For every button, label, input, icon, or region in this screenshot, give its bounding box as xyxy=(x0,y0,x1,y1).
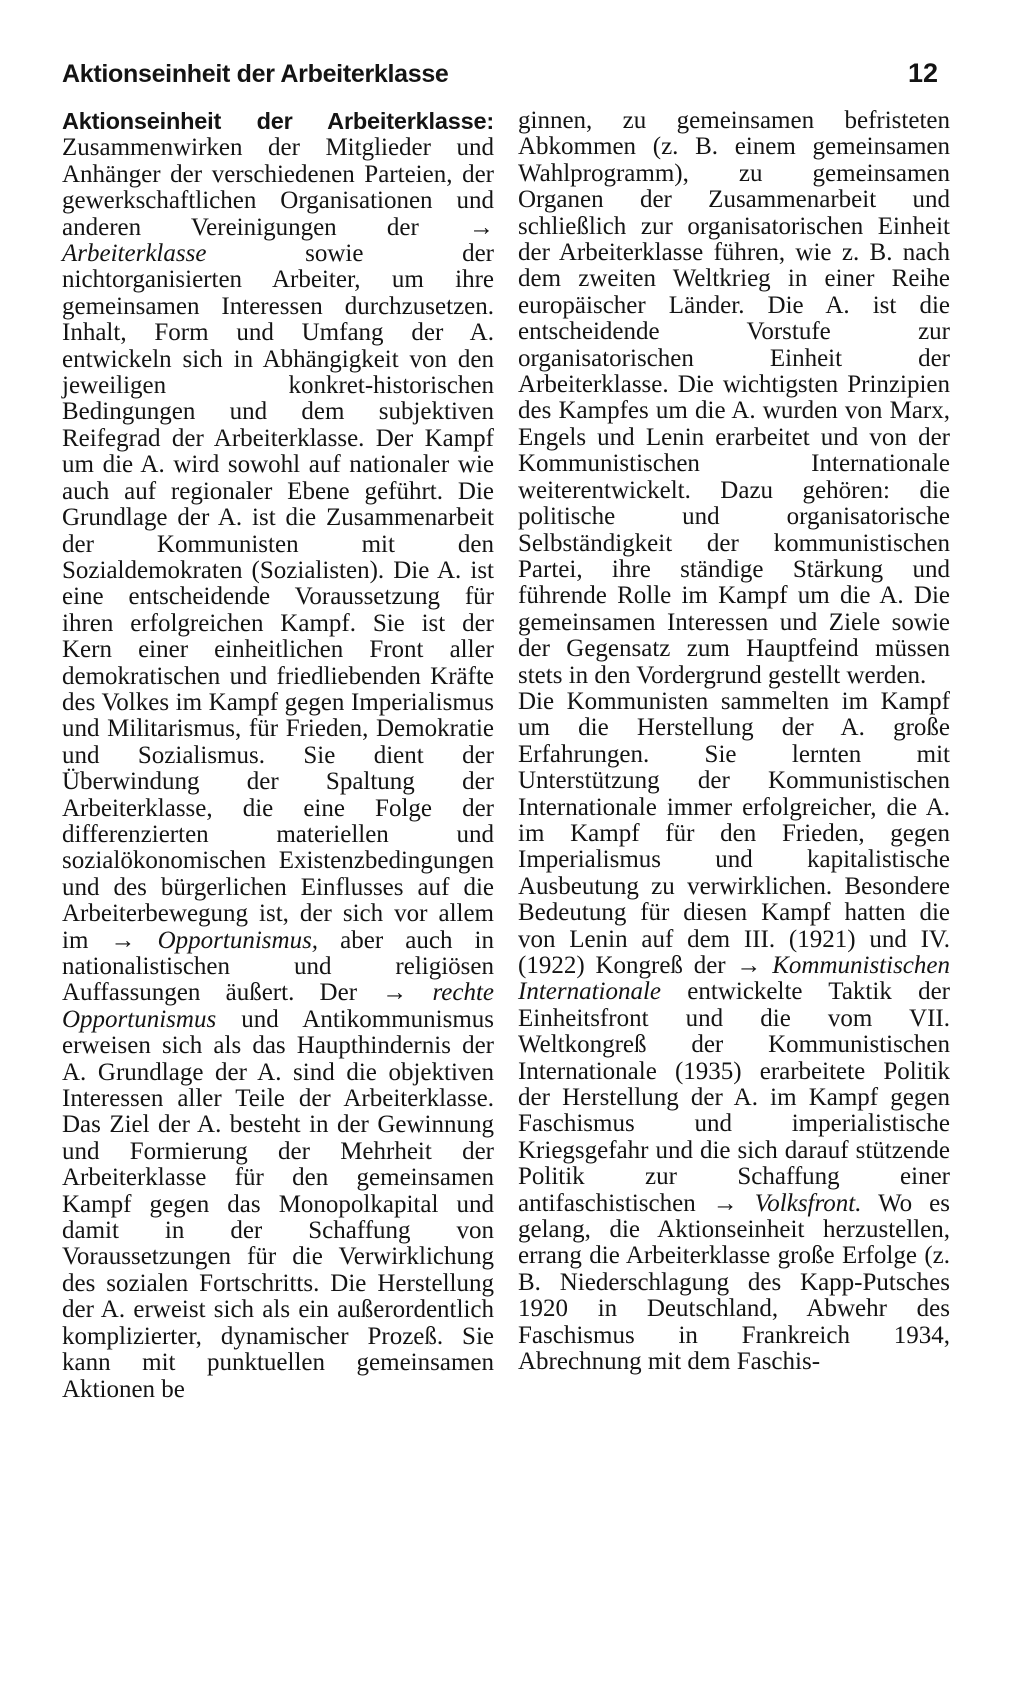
cross-reference-arbeiterklasse: Arbeiterklasse xyxy=(62,240,207,268)
right-column xyxy=(518,108,950,1376)
body-text: aber auch in nationalistischen und religiösen Auffassungen äußert. Der xyxy=(62,926,495,1007)
cross-reference-arrow-icon: → xyxy=(110,926,136,954)
body-text: Wo es gelang, die Aktionseinheit herzustellen, errang die Arbeiterklasse große Erfolge (z. B. Niederschlagung des Kapp-Putsches 1920 in Deutschland, Abwehr des Faschismus in Frankreich 1934, Abrechnung mit dem Faschis- xyxy=(518,1189,951,1376)
page-number: 12 xyxy=(907,58,938,88)
cross-reference-arrow-icon: → xyxy=(382,979,408,1007)
cross-reference-volksfront: Volksfront. xyxy=(754,1189,862,1217)
cross-reference-arrow-icon: → xyxy=(712,1189,738,1217)
entry-paragraph-1-continued: ginnen, zu gemeinsamen befristeten Abkommen (z. B. einem gemeinsamen Wahlprogramm), zu gemeinsamen Organen der Zusammenarbeit und schließlich zur organisatorischen Einheit der Arbeiterklasse führen, wie z. B. nach dem zweiten Weltkrieg in einer Reihe europäischer Länder. Die A. ist die entscheidende Vorstufe zur organisatorischen Einheit der Arbeiterklasse. Die wichtigsten Prinzipien des Kampfes um die A. wurden von Marx, Engels und Lenin erarbeitet und von der Kommunistischen Internationale weiterentwickelt. Dazu gehören: die politische und organisatorische Selbständigkeit der kommunistischen Partei, ihre ständige Stärkung und führende Rolle im Kampf um die A. Die gemeinsamen Interessen und Ziele sowie der Gegensatz zum Hauptfeind müssen stets in den Vordergrund gestellt werden. xyxy=(518,107,950,689)
cross-reference-opportunismus: Opportunismus, xyxy=(157,926,319,954)
cross-reference-rechte-opportunismus: rechte Opportunismus xyxy=(62,979,495,1033)
cross-reference-arrow-icon: → xyxy=(469,213,494,241)
cross-reference-arrow-icon: → xyxy=(736,952,762,979)
running-head-title: Aktionseinheit der Arbeiterklasse xyxy=(62,60,449,88)
body-text: sowie der nichtorganisierten Arbeiter, um ihre gemeinsamen Interessen durchzusetzen. Inhalt, Form und Umfang der A. entwickeln sich in Abhängigkeit von den jeweiligen konkret-historischen Bedingungen und dem subjektiven Reifegrad der Arbeiterklasse. Der Kampf um die A. wird sowohl auf nationaler wie auch auf regionaler Ebene geführt. Die Grundlage der A. ist die Zusammenarbeit der Kommunisten mit den Sozialdemokraten (Sozialisten). Die A. ist eine entscheidende Voraussetzung für ihren erfolgreichen Kampf. Sie ist der Kern einer einheitlichen Front aller demokratischen und friedliebenden Kräfte des Volkes im Kampf gegen Imperialismus und Militarismus, für Frieden, Demokratie und Sozialismus. Sie dient der Überwindung der Spaltung der Arbeiterklasse, die eine Folge der differenzierten materiellen und sozialökonomischen Existenzbedingungen und des bürgerlichen Einflusses auf die Arbeiterbewegung ist, der sich vor allem im xyxy=(62,240,494,954)
body-text: Zusammenwirken der Mitglieder und Anhänger der verschiedenen Parteien, der gewerkschaftlichen Organisationen und anderen Vereinigungen der xyxy=(62,134,494,241)
body-text: Die Kommunisten sammelten im Kampf um die Herstellung der A. große Erfahrungen. Sie lernten mit Unterstützung der Kommunistischen Internationale immer erfolgreicher, die A. im Kampf für den Frieden, gegen Imperialismus und kapitalistische Ausbeutung zu verwirklichen. Besondere Bedeutung für diesen Kampf hatten die von Lenin auf dem III. (1921) und IV. (1922) Kongreß der xyxy=(518,687,950,979)
cross-reference-kommunistische-internationale: Kommunistischen Internationale xyxy=(518,952,950,1006)
entry-lemma: Aktionseinheit der Arbeiterklasse: xyxy=(62,108,494,134)
body-text: und Antikommunismus erweisen sich als das Haupthindernis der A. Grundlage der A. sind die objektiven Interessen aller Teile der Arbeiterklasse. Das Ziel der A. besteht in der Gewinnung und Formierung der Mehrheit der Arbeiterklasse für den gemeinsamen Kampf gegen das Monopolkapital und damit in der Schaffung von Voraussetzungen für die Verwirklichung des sozialen Fortschritts. Die Herstellung der A. erweist sich als ein außerordentlich komplizierter, dynamischer Prozeß. Sie kann mit punktuellen gemeinsamen Aktionen be xyxy=(62,1005,494,1403)
entry-paragraph-2 xyxy=(518,689,950,1376)
body-text: entwickelte Taktik der Einheitsfront und die vom VII. Weltkongreß der Kommunistischen Internationale (1935) erarbeitete Politik der Herstellung der A. im Kampf gegen Faschismus und imperialistische Kriegsgefahr und die sich darauf stützende Politik zur Schaffung einer antifaschistischen xyxy=(518,978,950,1217)
left-column xyxy=(62,108,494,1403)
running-header xyxy=(62,58,938,94)
entry-paragraph-1 xyxy=(62,108,494,1403)
